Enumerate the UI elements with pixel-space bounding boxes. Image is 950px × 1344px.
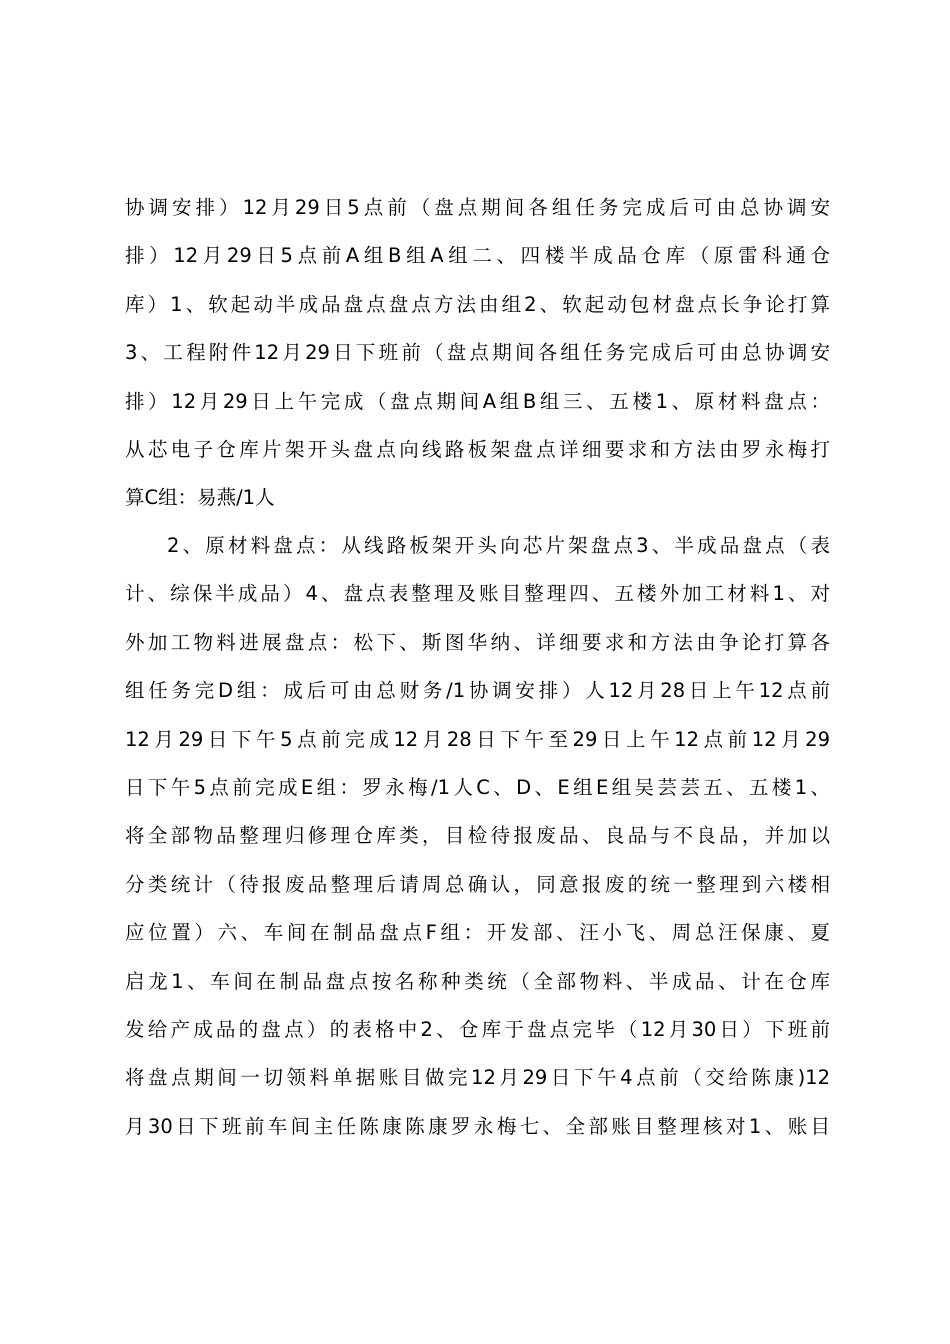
text-line: 月30日下班前车间主任陈康陈康罗永梅七、全部账目整理核对1、账目: [125, 1114, 830, 1138]
paragraph-1: [125, 184, 830, 523]
paragraph-2: [125, 522, 830, 1151]
text-line: 排）12月29日5点前A组B组A组二、四楼半成品仓库（原雷科通仓: [125, 244, 830, 268]
text-line: 算C组：易燕/1人: [125, 486, 275, 510]
text-line: 将盘点期间一切领料单据账目做完12月29日下午4点前（交给陈康)12: [125, 1066, 830, 1090]
text-line: 从芯电子仓库片架开头盘点向线路板架盘点详细要求和方法由罗永梅打: [125, 437, 830, 461]
text-line: 协调安排）12月29日5点前（盘点期间各组任务完成后可由总协调安: [125, 196, 830, 219]
text-line: 排）12月29日上午完成（盘点期间A组B组三、五楼1、原材料盘点：: [125, 389, 830, 413]
text-line: 分类统计（待报废品整理后请周总确认，同意报废的统一整理到六楼相: [125, 872, 830, 896]
text-line: 应位置）六、车间在制品盘点F组：开发部、汪小飞、周总汪保康、夏: [125, 921, 830, 945]
text-line: 发给产成品的盘点）的表格中2、仓库于盘点完毕（12月30日）下班前: [125, 1017, 830, 1041]
text-line: 外加工物料进展盘点：松下、斯图华纳、详细要求和方法由争论打算各: [125, 630, 830, 654]
text-line: 12月29日下午5点前完成12月28日下午至29日上午12点前12月29: [125, 727, 830, 751]
text-line: 启龙1、车间在制品盘点按名称种类统（全部物料、半成品、计在仓库: [125, 969, 830, 993]
text-line: 日下午5点前完成E组：罗永梅/1人C、D、E组E组吴芸芸五、五楼1、: [125, 775, 830, 799]
text-line: 2、原材料盘点：从线路板架开头向芯片架盘点3、半成品盘点（表: [167, 534, 830, 557]
text-line: 组任务完D组：成后可由总财务/1协调安排）人12月28日上午12点前: [125, 679, 830, 703]
text-line: 计、综保半成品）4、盘点表整理及账目整理四、五楼外加工材料1、对: [125, 582, 830, 606]
text-line: 库）1、软起动半成品盘点盘点方法由组2、软起动包材盘点长争论打算: [125, 292, 830, 316]
text-line: 将全部物品整理归修理仓库类，目检待报废品、良品与不良品，并加以: [125, 824, 830, 848]
text-line: 3、工程附件12月29日下班前（盘点期间各组任务完成后可由总协调安: [125, 341, 830, 365]
